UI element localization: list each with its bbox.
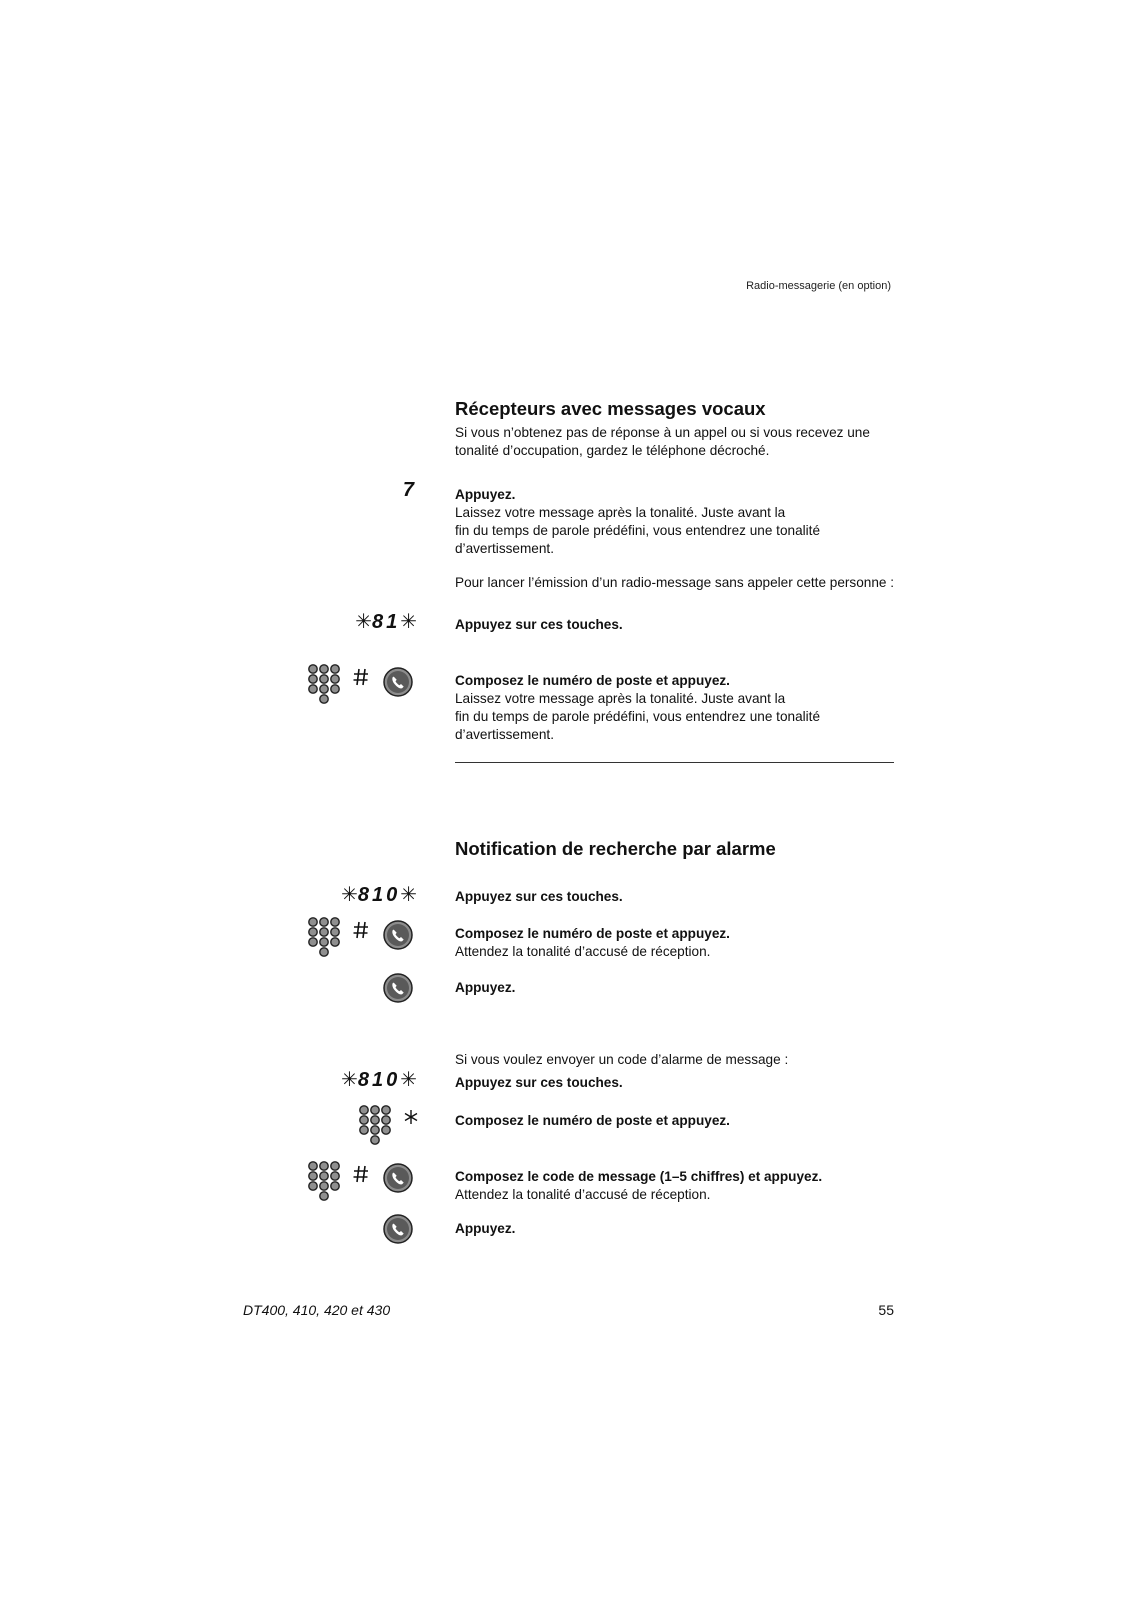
code-star-810-star [341,882,417,907]
section-divider [455,762,894,763]
step-line: Attendez la tonalité d’accusé de réception. [455,944,711,959]
footer-model: DT400, 410, 420 et 430 [243,1302,391,1318]
star-key-icon: ✳ [400,884,417,906]
hash-key-icon [352,1164,370,1184]
star-key-icon: ✳ [355,611,372,633]
section2-step7-text [455,1220,905,1238]
star-key-icon [403,1108,419,1126]
section2-step2-text [455,925,905,961]
keypad-icon [307,663,342,705]
section1-step1-text [455,486,905,558]
code-star-810-star [341,1067,417,1092]
step-line: fin du temps de parole prédéfini, vous entendrez une tonalité [455,709,821,724]
step-title: Appuyez. [455,487,516,502]
star-key-icon: ✳ [341,1069,358,1091]
running-header: Radio-messagerie (en option) [746,280,891,292]
step-line: Laissez votre message après la tonalité. Juste avant la [455,505,786,520]
star-key-icon: ✳ [400,611,417,633]
hash-key-icon [352,667,370,687]
code-digits: 810 [357,884,401,906]
section2-step1-text [455,888,905,906]
step-line: d’avertissement. [455,541,554,556]
section1-note: Pour lancer l’émission d’un radio-message sans appeler cette personne : [455,575,895,590]
handset-button-icon [383,920,413,950]
section2-step5-text [455,1112,905,1130]
keypad-icon [307,1160,342,1202]
step-line: Laissez votre message après la tonalité. Juste avant la [455,691,786,706]
star-key-icon: ✳ [400,1069,417,1091]
handset-button-icon [383,667,413,697]
step-title: Appuyez. [455,1221,516,1236]
section1-intro: Si vous n’obtenez pas de réponse à un appel ou si vous recevez une tonalité d’occupation, gardez le téléphone décroché. [455,425,870,458]
step-title: Appuyez sur ces touches. [455,1075,623,1090]
section2-step6-text [455,1168,905,1204]
step-title: Composez le numéro de poste et appuyez. [455,673,730,688]
hash-key-icon [352,920,370,940]
section1-step2-text [455,616,905,634]
handset-button-icon [383,973,413,1003]
key-7-label: 7 [402,479,417,501]
code-star-81-star [355,609,417,634]
step-title: Composez le numéro de poste et appuyez. [455,926,730,941]
keypad-icon [307,916,342,958]
handset-button-icon [383,1214,413,1244]
step-title: Appuyez sur ces touches. [455,889,623,904]
step-title: Composez le code de message (1–5 chiffres) et appuyez. [455,1169,823,1184]
keypad-icon [358,1104,393,1146]
section-title-voice-receivers: Récepteurs avec messages vocaux [455,398,766,419]
step-line: fin du temps de parole prédéfini, vous entendrez une tonalité [455,523,821,538]
section1-step3-text [455,672,905,744]
section2-note: Si vous voulez envoyer un code d’alarme de message : [455,1052,789,1067]
step-title: Appuyez sur ces touches. [455,617,623,632]
section-title-alarm-notification: Notification de recherche par alarme [455,838,776,859]
page-number: 55 [878,1302,894,1318]
step-title: Appuyez. [455,980,516,995]
handset-button-icon [383,1163,413,1193]
step-line: Attendez la tonalité d’accusé de réception. [455,1187,711,1202]
star-key-icon: ✳ [341,884,358,906]
step-title: Composez le numéro de poste et appuyez. [455,1113,730,1128]
code-digits: 810 [357,1069,401,1091]
section2-step3-text [455,979,905,997]
code-digits: 81 [371,611,401,633]
section2-step4-text [455,1074,905,1092]
step-line: d’avertissement. [455,727,554,742]
